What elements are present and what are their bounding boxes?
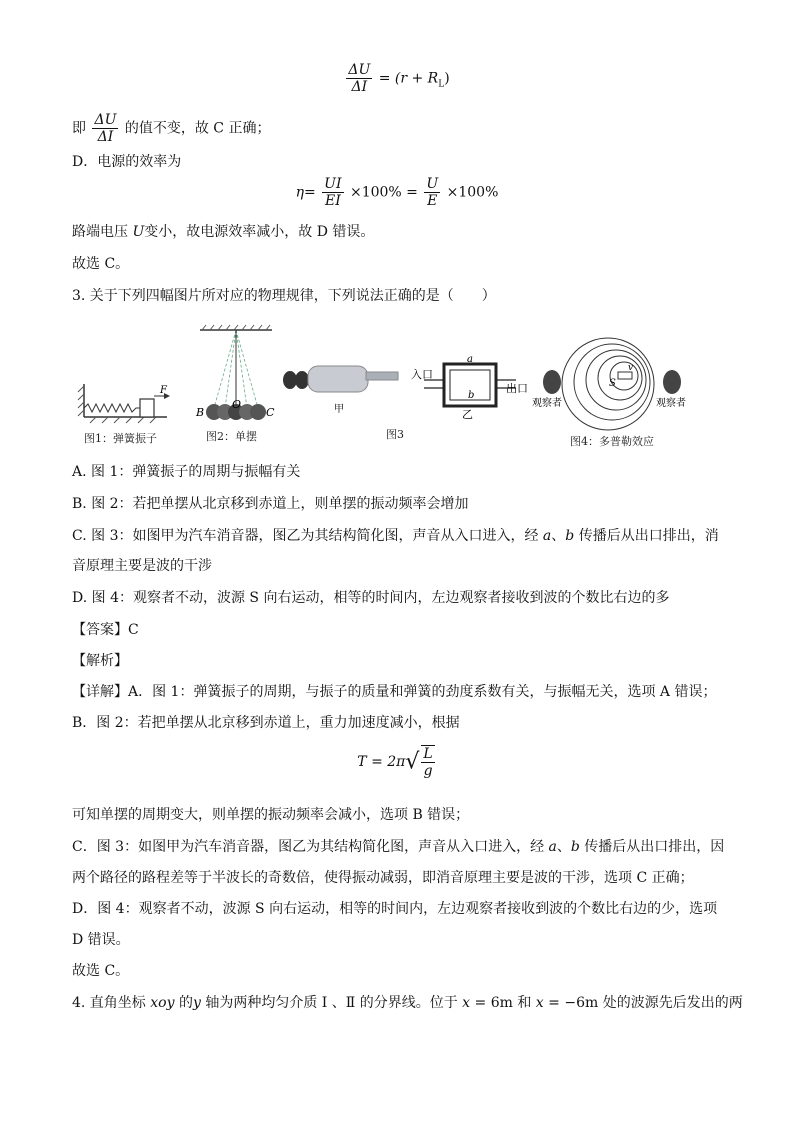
detail-c-line2: 两个路径的路程差等于半波长的奇数倍，使得振动减弱，即消音原理主要是波的干涉，选项 C 正确；: [72, 870, 694, 886]
svg-text:v: v: [628, 363, 634, 373]
fig3-muffler-diagram: [411, 354, 528, 421]
detail-b2: 可知单摆的周期变大，则单摆的振动频率会减小，选项 B 错误；: [72, 807, 470, 823]
detail-b: B．图 2：若把单摆从北京移到赤道上，重力加速度减小，根据: [72, 715, 460, 731]
formula-period: T = 2π√ $\frac{L}{g}$: [357, 746, 433, 779]
question-3-stem: 3. 关于下列四幅图片所对应的物理规律，下列说法正确的是（ ）: [72, 288, 496, 304]
fig4-caption: 图4：多普勒效应: [570, 435, 654, 448]
option-d: D. 图 4：观察者不动，波源 S 向右运动，相等的时间内，左边观察者接收到波的个数比右边的多: [72, 590, 670, 606]
svg-text:观察者: 观察者: [656, 398, 686, 409]
formula-efficiency: η= $\frac{UI}{EI}$ ×100% = $\frac{U}{E}$ ×100%: [295, 176, 499, 209]
fig1-force-label: F: [160, 385, 167, 396]
svg-text:入口: 入口: [411, 368, 433, 381]
detail-c-line1: C．图 3：如图甲为汽车消音器，图乙为其结构简化图，声音从入口进入，经 a、b 传播后从出口排出，因: [72, 839, 725, 855]
option-b: B. 图 2：若把单摆从北京移到赤道上，则单摆的振动频率会增加: [72, 496, 469, 512]
detail-d-line1: D．图 4：观察者不动，波源 S 向右运动，相等的时间内，左边观察者接收到波的个数比右边的少，选项: [72, 901, 718, 917]
svg-text:乙: 乙: [462, 408, 473, 421]
text-line-voltage: 路端电压 U变小，故电源效率减小，故 D 错误。: [72, 224, 375, 240]
svg-text:观察者: 观察者: [532, 398, 562, 409]
detail-a: 【详解】A．图 1：弹簧振子的周期，与振子的质量和弹簧的劲度系数有关，与振幅无关，选项 A 错误；: [72, 684, 717, 700]
svg-text:S: S: [609, 378, 616, 389]
svg-text:O: O: [232, 398, 242, 411]
fig1-caption: 图1：弹簧振子: [84, 432, 157, 445]
text-line-c-correct: 即 $\frac{\Delta U}{\Delta I}$ 的值不变，故 C 正确；: [72, 112, 271, 145]
option-c-line2: 音原理主要是波的干涉: [72, 558, 212, 574]
fig2-pendulum: [195, 325, 275, 420]
svg-text:B: B: [196, 406, 205, 419]
formula-du-di: $\frac{\Delta U}{\Delta I}$ = $(r + R_L)$: [348, 62, 450, 95]
answer-line: 【答案】C: [72, 622, 139, 638]
text-choose-1: 故选 C。: [72, 256, 130, 272]
fig4-doppler: [532, 338, 686, 430]
detail-d-line2: D 错误。: [72, 932, 130, 948]
svg-text:C: C: [266, 406, 275, 419]
question-4-stem: 4. 直角坐标 xoy 的y 轴为两种均匀介质 Ⅰ 、Ⅱ 的分界线。位于 x = 6m 和 x = −6m 处的波源先后发出的两: [72, 995, 743, 1011]
svg-text:甲: 甲: [334, 404, 344, 415]
fig2-caption: 图2：单摆: [206, 430, 257, 443]
fig3-muffler-photo: [283, 366, 398, 415]
option-c-line1: C. 图 3：如图甲为汽车消音器，图乙为其结构简化图，声音从入口进入，经 a、b 传播后从出口排出，消: [72, 528, 719, 544]
text-choose-2: 故选 C。: [72, 963, 130, 979]
text-line-d: D．电源的效率为: [72, 154, 182, 170]
svg-text:b: b: [468, 390, 475, 401]
fig1-spring-oscillator: [78, 384, 170, 423]
fig3-caption: 图3: [386, 428, 404, 441]
analysis-heading: 【解析】: [72, 653, 128, 669]
svg-text:a: a: [467, 354, 473, 365]
option-a: A. 图 1：弹簧振子的周期与振幅有关: [72, 464, 301, 480]
svg-text:出口: 出口: [506, 382, 528, 395]
